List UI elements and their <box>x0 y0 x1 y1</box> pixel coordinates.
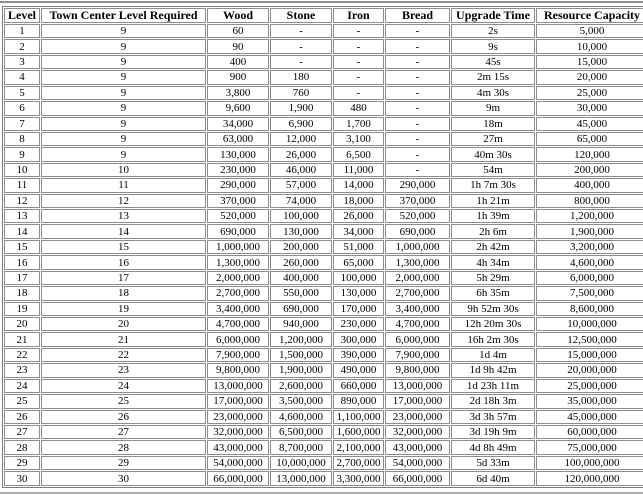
table-cell: 45,000 <box>536 117 643 131</box>
table-cell: - <box>385 132 450 146</box>
table-cell: 14,000 <box>333 178 384 192</box>
table-row <box>4 271 643 285</box>
table-cell: 16 <box>4 255 40 269</box>
table-cell: 5d 33m <box>451 456 535 470</box>
table-cell: 5 <box>4 86 40 100</box>
table-cell: 1h 39m <box>451 209 535 223</box>
table-row <box>4 317 643 331</box>
table-cell: 40m 30s <box>451 147 535 161</box>
table-cell: 11 <box>41 178 206 192</box>
table-cell: 520,000 <box>207 209 269 223</box>
table-cell: 8,700,000 <box>270 440 332 454</box>
column-header-bread: Bread <box>385 8 450 23</box>
table-cell: 9 <box>4 147 40 161</box>
table-cell: 200,000 <box>536 163 643 177</box>
table-cell: 400,000 <box>270 271 332 285</box>
table-cell: 10,000,000 <box>270 456 332 470</box>
table-cell: 9 <box>41 132 206 146</box>
table-cell: 23 <box>41 363 206 377</box>
table-cell: 5h 29m <box>451 271 535 285</box>
table-row <box>4 302 643 316</box>
table-cell: 1d 4m <box>451 348 535 362</box>
table-cell: 4,700,000 <box>385 317 450 331</box>
table-cell: 23,000,000 <box>207 410 269 424</box>
table-cell: - <box>270 39 332 53</box>
table-cell: 260,000 <box>270 255 332 269</box>
table-cell: 65,000 <box>536 132 643 146</box>
table-cell: 1,000,000 <box>207 240 269 254</box>
table-cell: 550,000 <box>270 286 332 300</box>
column-header-iron: Iron <box>333 8 384 23</box>
table-cell: 3,200,000 <box>536 240 643 254</box>
table-cell: 66,000,000 <box>207 471 269 486</box>
table-cell: 13 <box>41 209 206 223</box>
table-cell: 23,000,000 <box>385 410 450 424</box>
table-cell: 23 <box>4 363 40 377</box>
table-cell: 26 <box>4 410 40 424</box>
table-cell: 390,000 <box>333 348 384 362</box>
table-cell: 24 <box>41 379 206 393</box>
table-cell: 400,000 <box>536 178 643 192</box>
table-cell: 13,000,000 <box>385 379 450 393</box>
table-cell: 18m <box>451 117 535 131</box>
table-cell: 290,000 <box>385 178 450 192</box>
table-cell: 54m <box>451 163 535 177</box>
table-cell: 20,000 <box>536 70 643 84</box>
table-cell: 75,000,000 <box>536 440 643 454</box>
table-row <box>4 394 643 408</box>
table-cell: 57,000 <box>270 178 332 192</box>
table-cell: 100,000,000 <box>536 456 643 470</box>
table-row <box>4 471 643 486</box>
table-cell: - <box>385 101 450 115</box>
table-cell: 9 <box>41 39 206 53</box>
table-cell: 6,000,000 <box>207 332 269 346</box>
table-cell: 20 <box>41 317 206 331</box>
table-cell: 34,000 <box>207 117 269 131</box>
table-cell: 1,900,000 <box>536 224 643 238</box>
table-cell: 30,000 <box>536 101 643 115</box>
table-cell: - <box>270 55 332 69</box>
table-cell: 15 <box>41 240 206 254</box>
table-cell: 4,600,000 <box>536 255 643 269</box>
table-row <box>4 410 643 424</box>
table-cell: 65,000 <box>333 255 384 269</box>
table-cell: 1,200,000 <box>270 332 332 346</box>
table-cell: 60,000,000 <box>536 425 643 439</box>
table-cell: 21 <box>4 332 40 346</box>
table-cell: 1,300,000 <box>207 255 269 269</box>
table-row <box>4 178 643 192</box>
table-cell: 45,000,000 <box>536 410 643 424</box>
table-cell: 1,100,000 <box>333 410 384 424</box>
table-cell: 200,000 <box>270 240 332 254</box>
table-cell: 9,600 <box>207 101 269 115</box>
table-cell: 32,000,000 <box>385 425 450 439</box>
table-cell: 19 <box>41 302 206 316</box>
table-cell: 120,000,000 <box>536 471 643 486</box>
column-header-stone: Stone <box>270 8 332 23</box>
table-cell: 1,900 <box>270 101 332 115</box>
table-header <box>4 8 643 23</box>
table-cell: 6,000,000 <box>536 271 643 285</box>
table-cell: - <box>385 39 450 53</box>
table-cell: 1,900,000 <box>270 363 332 377</box>
table-cell: 16 <box>41 255 206 269</box>
table-cell: - <box>385 147 450 161</box>
table-cell: 54,000,000 <box>207 456 269 470</box>
table-cell: 29 <box>4 456 40 470</box>
table-cell: 7,900,000 <box>207 348 269 362</box>
table-cell: 13,000,000 <box>207 379 269 393</box>
table-cell: 6,500,000 <box>270 425 332 439</box>
table-cell: 35,000,000 <box>536 394 643 408</box>
table-row <box>4 440 643 454</box>
table-cell: 4d 8h 49m <box>451 440 535 454</box>
table-cell: - <box>385 24 450 38</box>
table-cell: 2m 15s <box>451 70 535 84</box>
table-cell: 17,000,000 <box>385 394 450 408</box>
table-cell: 25,000,000 <box>536 379 643 393</box>
table-cell: 7,500,000 <box>536 286 643 300</box>
table-cell: 11,000 <box>333 163 384 177</box>
table-cell: 1d 23h 11m <box>451 379 535 393</box>
table-cell: 17 <box>41 271 206 285</box>
table-cell: 2,000,000 <box>207 271 269 285</box>
upgrade-requirements-table <box>2 6 643 488</box>
table-cell: 25 <box>4 394 40 408</box>
table-cell: 11 <box>4 178 40 192</box>
table-cell: 1h 21m <box>451 194 535 208</box>
table-cell: 6,000,000 <box>385 332 450 346</box>
table-row <box>4 132 643 146</box>
table-cell: 1,300,000 <box>385 255 450 269</box>
table-cell: 690,000 <box>385 224 450 238</box>
table-cell: 7 <box>4 117 40 131</box>
table-cell: 9 <box>41 117 206 131</box>
table-row <box>4 194 643 208</box>
table-cell: 180 <box>270 70 332 84</box>
table-cell: 26,000 <box>270 147 332 161</box>
table-cell: 690,000 <box>270 302 332 316</box>
table-cell: 9 <box>41 55 206 69</box>
table-row <box>4 39 643 53</box>
table-cell: 46,000 <box>270 163 332 177</box>
table-cell: 12 <box>41 194 206 208</box>
table-cell: 9 <box>41 70 206 84</box>
table-row <box>4 86 643 100</box>
table-cell: 2,700,000 <box>207 286 269 300</box>
table-cell: 17 <box>4 271 40 285</box>
table-cell: 4,600,000 <box>270 410 332 424</box>
table-row <box>4 348 643 362</box>
table-cell: 3,400,000 <box>207 302 269 316</box>
table-row <box>4 379 643 393</box>
table-cell: 8,600,000 <box>536 302 643 316</box>
table-cell: 370,000 <box>385 194 450 208</box>
table-cell: 25 <box>41 394 206 408</box>
table-cell: 3,800 <box>207 86 269 100</box>
table-cell: 12h 20m 30s <box>451 317 535 331</box>
table-cell: 18 <box>4 286 40 300</box>
table-cell: 100,000 <box>333 271 384 285</box>
table-cell: 4,700,000 <box>207 317 269 331</box>
table-cell: 90 <box>207 39 269 53</box>
table-row <box>4 286 643 300</box>
table-cell: 27 <box>41 425 206 439</box>
table-cell: 5,000 <box>536 24 643 38</box>
table-cell: 370,000 <box>207 194 269 208</box>
table-cell: 1,500,000 <box>270 348 332 362</box>
table-row <box>4 209 643 223</box>
table-cell: - <box>385 70 450 84</box>
table-cell: 7,900,000 <box>385 348 450 362</box>
table-cell: 14 <box>4 224 40 238</box>
table-row <box>4 147 643 161</box>
table-cell: 1 <box>4 24 40 38</box>
table-cell: 43,000,000 <box>207 440 269 454</box>
table-cell: 28 <box>41 440 206 454</box>
table-cell: 51,000 <box>333 240 384 254</box>
table-cell: 34,000 <box>333 224 384 238</box>
table-cell: 54,000,000 <box>385 456 450 470</box>
table-cell: 9 <box>41 24 206 38</box>
table-cell: 2s <box>451 24 535 38</box>
table-cell: 1,000,000 <box>385 240 450 254</box>
table-cell: 9,800,000 <box>207 363 269 377</box>
table-cell: 1,600,000 <box>333 425 384 439</box>
table-cell: 6d 40m <box>451 471 535 486</box>
table-cell: 17,000,000 <box>207 394 269 408</box>
table-cell: 30 <box>4 471 40 486</box>
table-cell: 15,000 <box>536 55 643 69</box>
table-cell: 20 <box>4 317 40 331</box>
table-row <box>4 24 643 38</box>
table-cell: 3 <box>4 55 40 69</box>
table-row <box>4 163 643 177</box>
column-header-upgrade-time: Upgrade Time <box>451 8 535 23</box>
table-cell: 1,700 <box>333 117 384 131</box>
table-cell: 6,900 <box>270 117 332 131</box>
table-cell: 10 <box>41 163 206 177</box>
table-cell: 9,800,000 <box>385 363 450 377</box>
table-cell: 3,400,000 <box>385 302 450 316</box>
table-cell: 27 <box>4 425 40 439</box>
column-header-level: Level <box>4 8 40 23</box>
table-cell: 19 <box>4 302 40 316</box>
table-cell: 4m 30s <box>451 86 535 100</box>
table-cell: 4 <box>4 70 40 84</box>
table-cell: 2h 6m <box>451 224 535 238</box>
table-cell: 15 <box>4 240 40 254</box>
table-cell: 27m <box>451 132 535 146</box>
table-cell: 2,100,000 <box>333 440 384 454</box>
table-cell: - <box>385 86 450 100</box>
table-cell: 26 <box>41 410 206 424</box>
table-cell: 900 <box>207 70 269 84</box>
table-row <box>4 363 643 377</box>
table-cell: 120,000 <box>536 147 643 161</box>
table-cell: 25,000 <box>536 86 643 100</box>
table-cell: 66,000,000 <box>385 471 450 486</box>
table-cell: 10,000,000 <box>536 317 643 331</box>
table-cell: 6h 35m <box>451 286 535 300</box>
table-row <box>4 240 643 254</box>
table-cell: 3d 3h 57m <box>451 410 535 424</box>
table-cell: 2,600,000 <box>270 379 332 393</box>
table-cell: 3,100 <box>333 132 384 146</box>
table-cell: 26,000 <box>333 209 384 223</box>
table-cell: 100,000 <box>270 209 332 223</box>
table-cell: 28 <box>4 440 40 454</box>
table-cell: 12 <box>4 194 40 208</box>
table-cell: - <box>333 70 384 84</box>
table-row <box>4 101 643 115</box>
table-cell: 14 <box>41 224 206 238</box>
table-cell: 12,500,000 <box>536 332 643 346</box>
column-header-town-center-level-required: Town Center Level Required <box>41 8 206 23</box>
table-cell: 480 <box>333 101 384 115</box>
table-body <box>4 24 643 486</box>
table-row <box>4 55 643 69</box>
table-cell: 1,200,000 <box>536 209 643 223</box>
table-cell: 400 <box>207 55 269 69</box>
table-cell: 29 <box>41 456 206 470</box>
table-row <box>4 332 643 346</box>
table-cell: 940,000 <box>270 317 332 331</box>
table-cell: 490,000 <box>333 363 384 377</box>
table-cell: 300,000 <box>333 332 384 346</box>
table-row <box>4 117 643 131</box>
table-cell: 22 <box>4 348 40 362</box>
table-cell: 660,000 <box>333 379 384 393</box>
table-cell: 8 <box>4 132 40 146</box>
table-cell: 30 <box>41 471 206 486</box>
table-cell: 2,700,000 <box>333 456 384 470</box>
table-row <box>4 456 643 470</box>
table-cell: 74,000 <box>270 194 332 208</box>
table-cell: - <box>270 24 332 38</box>
table-cell: 3,300,000 <box>333 471 384 486</box>
bottom-horizontal-rule <box>0 492 643 494</box>
table-cell: 290,000 <box>207 178 269 192</box>
table-row <box>4 255 643 269</box>
table-cell: 9h 52m 30s <box>451 302 535 316</box>
table-cell: 1d 9h 42m <box>451 363 535 377</box>
table-cell: 21 <box>41 332 206 346</box>
table-cell: 13,000,000 <box>270 471 332 486</box>
table-cell: 6 <box>4 101 40 115</box>
table-row <box>4 224 643 238</box>
table-cell: 890,000 <box>333 394 384 408</box>
table-cell: 20,000,000 <box>536 363 643 377</box>
table-cell: 15,000,000 <box>536 348 643 362</box>
table-row <box>4 70 643 84</box>
top-horizontal-rule <box>0 1 643 3</box>
table-cell: 9 <box>41 147 206 161</box>
table-cell: 13 <box>4 209 40 223</box>
table-cell: 9m <box>451 101 535 115</box>
table-cell: 4h 34m <box>451 255 535 269</box>
table-cell: 2 <box>4 39 40 53</box>
column-header-resource-capacity: Resource Capacity <box>536 8 643 23</box>
table-cell: - <box>333 86 384 100</box>
table-cell: 32,000,000 <box>207 425 269 439</box>
table-cell: 63,000 <box>207 132 269 146</box>
table-cell: 18 <box>41 286 206 300</box>
table-cell: 10 <box>4 163 40 177</box>
table-cell: - <box>333 24 384 38</box>
table-cell: 3d 19h 9m <box>451 425 535 439</box>
table-cell: 520,000 <box>385 209 450 223</box>
table-cell: 130,000 <box>270 224 332 238</box>
table-cell: - <box>385 55 450 69</box>
table-cell: 130,000 <box>207 147 269 161</box>
table-cell: 43,000,000 <box>385 440 450 454</box>
table-cell: 800,000 <box>536 194 643 208</box>
table-cell: 2h 42m <box>451 240 535 254</box>
table-cell: 1h 7m 30s <box>451 178 535 192</box>
table-cell: 22 <box>41 348 206 362</box>
table-cell: 9 <box>41 101 206 115</box>
table-cell: 10,000 <box>536 39 643 53</box>
table-cell: 230,000 <box>207 163 269 177</box>
header-row <box>4 8 643 23</box>
table-cell: 230,000 <box>333 317 384 331</box>
table-cell: - <box>333 39 384 53</box>
table-cell: 690,000 <box>207 224 269 238</box>
table-cell: 3,500,000 <box>270 394 332 408</box>
table-cell: 760 <box>270 86 332 100</box>
table-cell: 45s <box>451 55 535 69</box>
table-cell: 9s <box>451 39 535 53</box>
table-cell: 12,000 <box>270 132 332 146</box>
table-cell: 170,000 <box>333 302 384 316</box>
table-cell: - <box>333 55 384 69</box>
table-cell: 130,000 <box>333 286 384 300</box>
table-cell: 6,500 <box>333 147 384 161</box>
table-cell: 9 <box>41 86 206 100</box>
table-cell: - <box>385 117 450 131</box>
table-cell: 2d 18h 3m <box>451 394 535 408</box>
table-cell: 60 <box>207 24 269 38</box>
table-cell: 2,700,000 <box>385 286 450 300</box>
table-cell: 18,000 <box>333 194 384 208</box>
table-row <box>4 425 643 439</box>
table-cell: 2,000,000 <box>385 271 450 285</box>
table-cell: 24 <box>4 379 40 393</box>
table-cell: - <box>385 163 450 177</box>
column-header-wood: Wood <box>207 8 269 23</box>
table-cell: 16h 2m 30s <box>451 332 535 346</box>
